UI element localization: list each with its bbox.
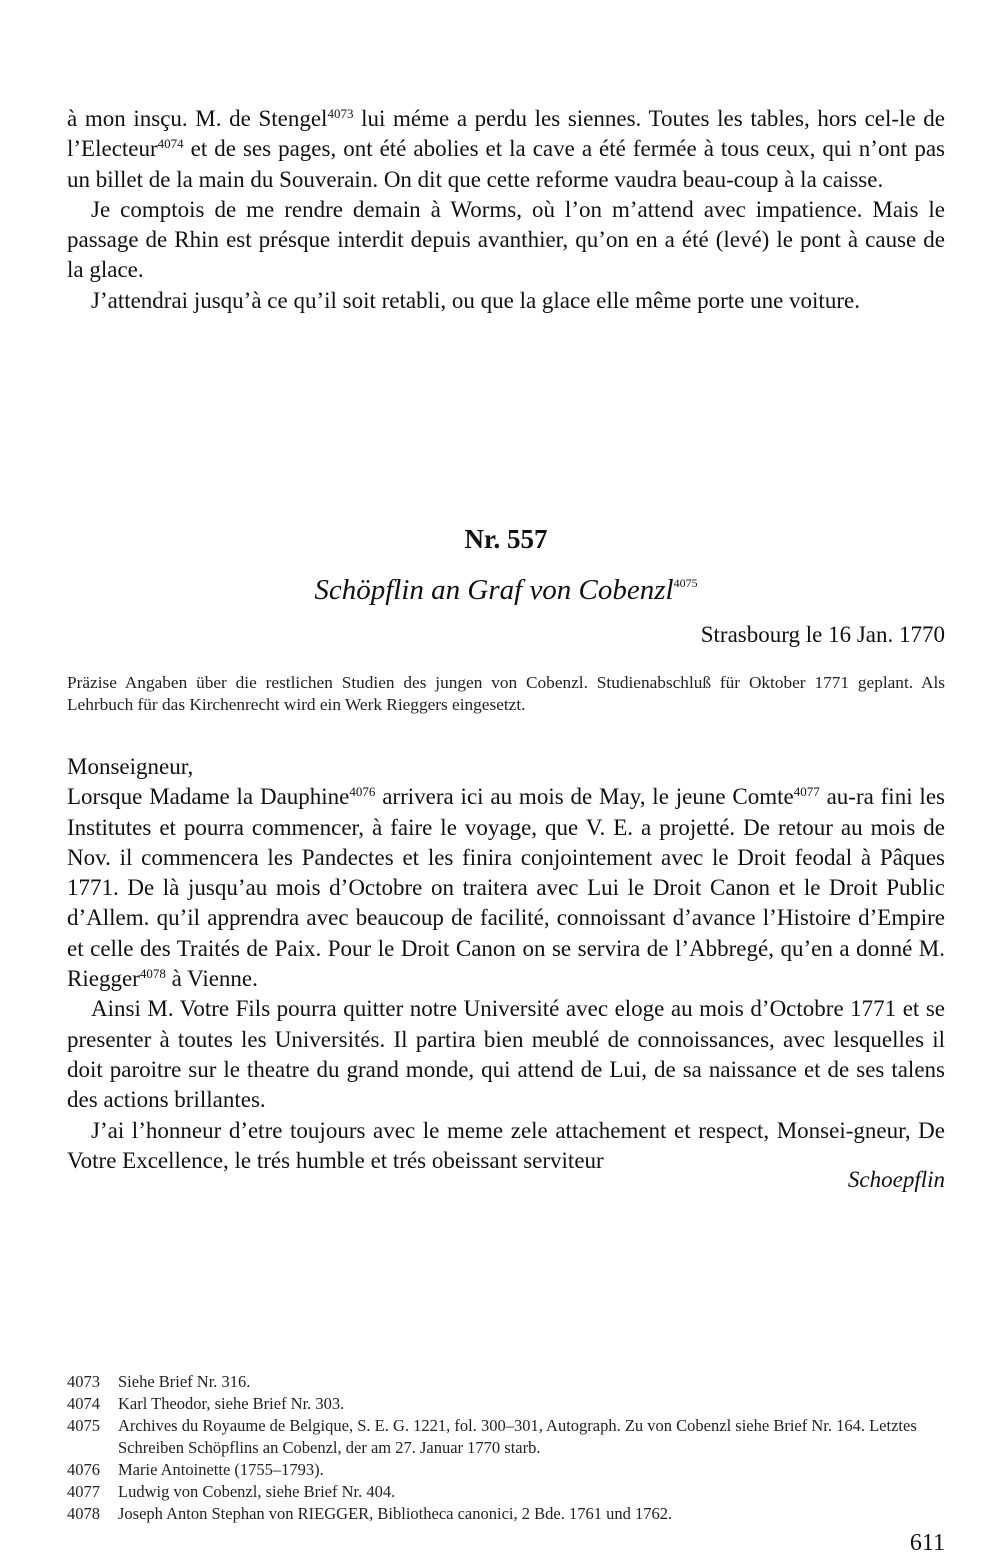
place-date: Strasbourg le 16 Jan. 1770 — [700, 622, 945, 647]
footnote-number: 4075 — [67, 1416, 100, 1435]
paragraph: Je comptois de me rendre demain à Worms, où l’on m’attend avec impatience. Mais le passage de Rhin est présque interdit depuis avanthier, qu’on en a été (levé) le pont à cause de la glace. — [67, 196, 945, 283]
footnote-ref[interactable]: 4077 — [793, 784, 820, 800]
footnote-ref[interactable]: 4074 — [157, 136, 184, 152]
previous-letter-continuation — [67, 104, 945, 316]
footnote — [67, 1459, 945, 1481]
paragraph: J’attendrai jusqu’à ce qu’il soit retabli, ou que la glace elle même porte une voiture. — [91, 287, 860, 313]
paragraph: Lorsque Madame la Dauphine$^{4076}$ arrivera ici au mois de May, le jeune Comte$^{4077}$ au-ra fini les Institutes et pourra commencer, à faire le voyage, que V. E. a projetté. De retour au mois de Nov. il commencera les Pandectes et les finira conjointement avec le Droit feodal à Pâques 1771. De là jusqu’au mois d’Octobre on traitera avec Lui le Droit Canon et le Droit Public d’Allem. qu’il apprendra avec beaucoup de facilité, connoissant d’avance l’Histoire d’Empire et celle des Traités de Paix. Pour le Droit Canon on se servira de l’Abbregé, qu’en a donné M. Riegger$^{4078}$ à Vienne. — [67, 784, 945, 992]
footnote — [67, 1503, 945, 1525]
footnote-ref[interactable]: 4075 — [673, 576, 698, 590]
footnote-number: 4077 — [67, 1482, 100, 1501]
footnote-text: Siehe Brief Nr. 316. — [118, 1372, 251, 1391]
footnote — [67, 1415, 945, 1459]
footnote-ref[interactable]: 4073 — [327, 106, 354, 121]
signature: Schoepflin — [847, 1167, 945, 1192]
letter-summary: Präzise Angaben über die restlichen Studien des jungen von Cobenzl. Studienabschluß für Oktober 1771 geplant. Als Lehrbuch für das Kirchenrecht wird ein Werk Rieggers eingesetzt. — [67, 673, 945, 714]
footnote — [67, 1393, 945, 1415]
footnote-text: Joseph Anton Stephan von RIEGGER, Bibliotheca canonici, 2 Bde. 1761 und 1762. — [118, 1504, 673, 1523]
footnote-text: Archives du Royaume de Belgique, S. E. G. 1221, fol. 300–301, Autograph. Zu von Cobenzl siehe Brief Nr. 164. Letztes Schreiben Schöpflins an Cobenzl, der am 27. Januar 1770 starb. — [118, 1416, 917, 1457]
paragraph: J’ai l’honneur d’etre toujours avec le meme zele attachement et respect, Monsei-gneur, De Votre Excellence, le trés humble et trés obeissant serviteur — [67, 1117, 945, 1173]
footnote-number: 4078 — [67, 1504, 100, 1523]
page-number: 611 — [909, 1530, 945, 1556]
letter-title: Schöpflin an Graf von Cobenzl$^{4075}$ — [314, 574, 698, 606]
footnote-text: Karl Theodor, siehe Brief Nr. 303. — [118, 1394, 345, 1413]
footnotes — [67, 1371, 945, 1525]
page — [67, 104, 945, 1556]
letter-number: Nr. 557 — [464, 524, 548, 554]
footnote-number: 4073 — [67, 1372, 100, 1391]
footnote-number: 4074 — [67, 1394, 100, 1413]
footnote-ref[interactable]: 4076 — [349, 784, 376, 800]
paragraph: à mon insçu. M. de Stengel$^{4073}$ lui méme a perdu les siennes. Toutes les tables, hors cel-le de l’Electeur$^{4074}$ et de ses pages, ont été abolies et la cave a été fermée à tous ceux, qui n’ont pas un billet de la main du Souverain. On dit que cette reforme vaudra beau-coup à la caisse. — [67, 106, 945, 192]
footnote — [67, 1481, 945, 1503]
letter-body — [67, 752, 945, 1176]
footnote-text: Marie Antoinette (1755–1793). — [118, 1460, 324, 1479]
footnote-text: Ludwig von Cobenzl, siehe Brief Nr. 404. — [118, 1482, 396, 1501]
paragraph: Ainsi M. Votre Fils pourra quitter notre Université avec eloge au mois d’Octobre 1771 et se presenter à toutes les Universités. Il partira bien meublé de connoissances, avec lesquelles il doit paroitre sur le theatre du grand monde, qui attend de Lui, de sa naissance et de ses talens des actions brillantes. — [67, 996, 945, 1113]
footnote-number: 4076 — [67, 1460, 100, 1479]
footnote-ref[interactable]: 4078 — [139, 966, 166, 982]
footnote — [67, 1371, 945, 1393]
salutation: Monseigneur, — [67, 754, 194, 779]
